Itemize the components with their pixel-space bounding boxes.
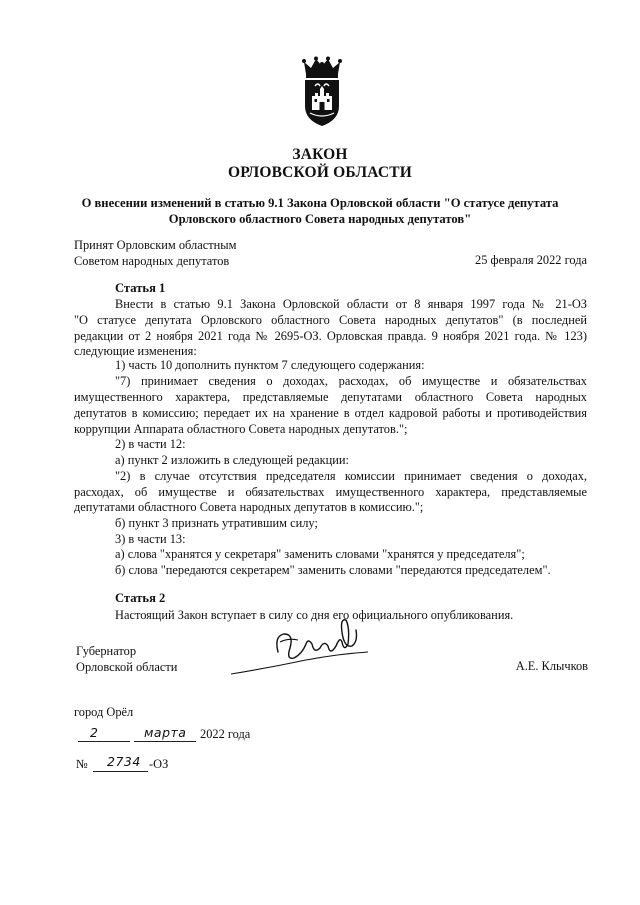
article-1-line: редакции от 2 ноября 2021 года № 2695-ОЗ. Орловская правда. 9 ноября 2021 года. № 123) xyxy=(74,329,587,343)
article-1-line: депутатами областного Совета народных депутатов в комиссию."; xyxy=(74,500,424,514)
law-subject-line: О внесении изменений в статью 9.1 Закона Орловской области "О статусе депутата xyxy=(81,196,559,210)
article-1-line: 1) часть 10 дополнить пунктом 7 следующего содержания: xyxy=(115,358,425,372)
region-title: ОРЛОВСКОЙ ОБЛАСТИ xyxy=(227,164,413,181)
article-1-line: депутатов в комиссию; передает их на хранение в отдел кадровой работы и противодействия xyxy=(74,406,587,420)
month-underline xyxy=(134,741,196,742)
article-1-line: "О статусе депутата Орловского областного Совета народных депутатов" (в последней xyxy=(74,313,587,327)
number-suffix: -ОЗ xyxy=(149,757,169,771)
coat-of-arms-icon xyxy=(298,56,346,128)
year-text: 2022 года xyxy=(200,727,251,741)
day-underline xyxy=(78,741,130,742)
article-1-line: а) слова "хранятся у секретаря" заменить словами "хранятся у председателя"; xyxy=(115,547,525,561)
article-1-heading: Статья 1 xyxy=(115,281,166,295)
adoption-body xyxy=(74,238,236,269)
document-type: ЗАКОН xyxy=(292,146,348,163)
signatory-title: Орловской области xyxy=(76,660,178,674)
adoption-line: Принят Орловским областным xyxy=(74,238,237,252)
article-1-line: Внести в статью 9.1 Закона Орловской области от 8 января 1997 года № 21-ОЗ xyxy=(115,297,587,311)
handwritten-signature xyxy=(228,612,374,686)
article-1-line: 2) в части 12: xyxy=(115,437,186,451)
article-1-line: 3) в части 13: xyxy=(115,532,186,546)
law-number-handwritten: 2734 xyxy=(107,754,141,769)
city: город Орёл xyxy=(74,705,134,719)
article-1-line: б) пункт 3 признать утратившим силу; xyxy=(115,516,318,530)
number-underline xyxy=(93,771,148,772)
article-1-line: имущественного характера, представляемые депутатами областного Совета народных xyxy=(74,390,587,404)
article-1-line: коррупции Аппарата областного Совета народных депутатов."; xyxy=(74,422,408,436)
article-1-line: "2) в случае отсутствия председателя комиссии принимает сведения о доходах, xyxy=(115,469,587,483)
signatory-title: Губернатор xyxy=(76,644,137,658)
signatory-name: А.Е. Клычков xyxy=(515,659,588,673)
adoption-line: Советом народных депутатов xyxy=(74,253,230,268)
article-1-line: следующие изменения: xyxy=(74,344,197,358)
month-handwritten: марта xyxy=(144,725,187,740)
number-prefix: № xyxy=(76,757,88,771)
adoption-date: 25 февраля 2022 года xyxy=(475,253,587,267)
article-1-line: расходах, об имуществе и обязательствах имущественного характера, представляемые xyxy=(74,485,587,499)
day-handwritten: 2 xyxy=(90,725,99,740)
article-2-heading: Статья 2 xyxy=(115,591,166,605)
law-subject xyxy=(70,195,570,227)
article-2-text: Настоящий Закон вступает в силу со дня его официального опубликования. xyxy=(115,608,514,622)
article-1-line: "7) принимает сведения о доходах, расходах, об имуществе и обязательствах xyxy=(115,374,587,388)
article-1-line: а) пункт 2 изложить в следующей редакции: xyxy=(115,453,349,467)
law-subject-line: Орловского областного Совета народных депутатов" xyxy=(168,212,472,226)
article-1-line: б) слова "передаются секретарем" заменить словами "передаются председателем". xyxy=(115,563,551,577)
